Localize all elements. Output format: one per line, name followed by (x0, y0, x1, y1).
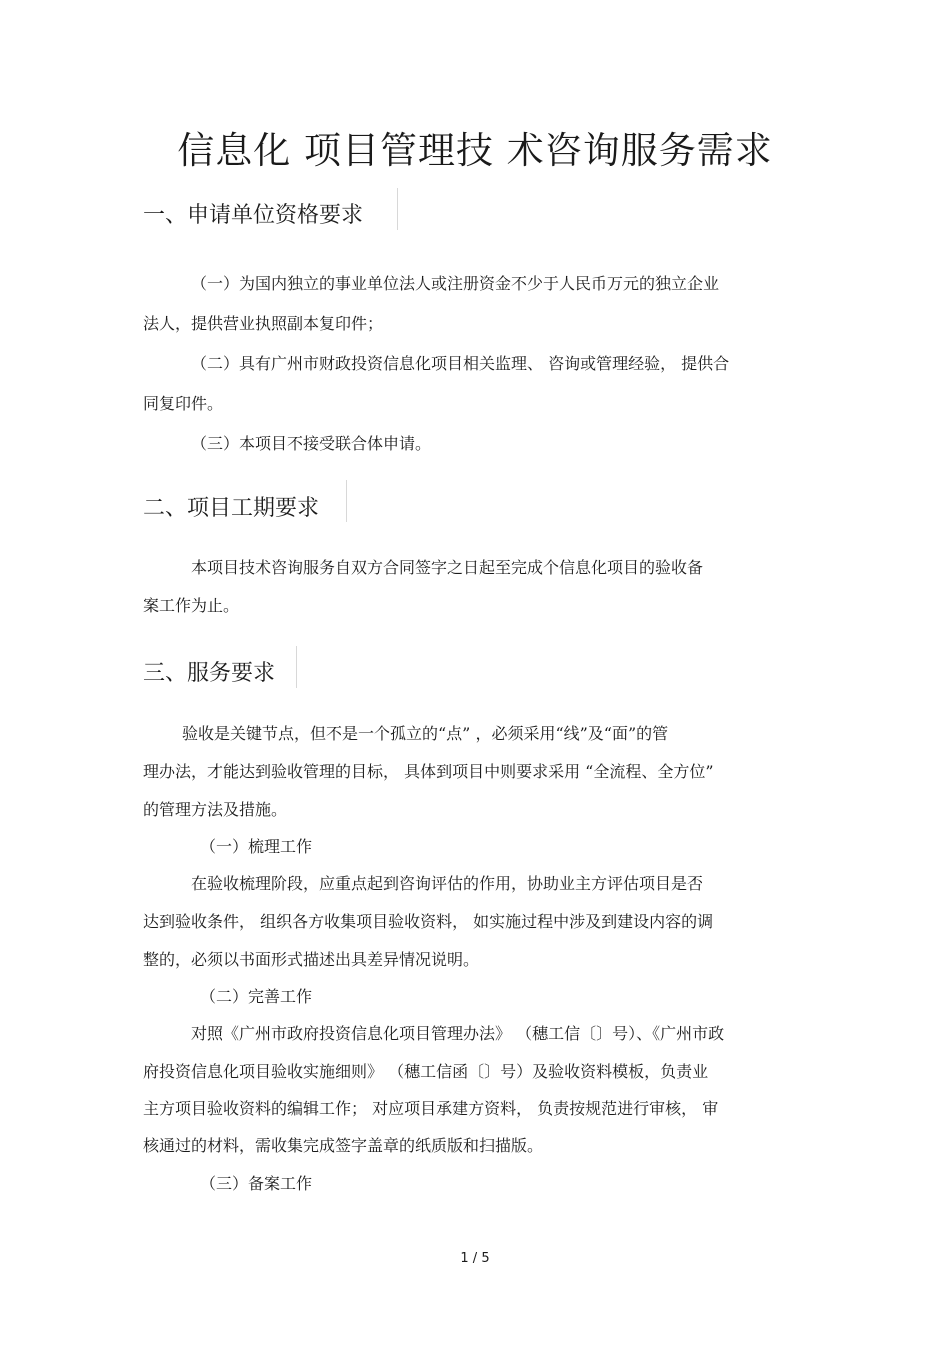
heading-divider (346, 480, 347, 522)
paragraph-line: （三）本项目不接受联合体申请。 (191, 434, 432, 453)
section-heading-3: 三、服务要求 (143, 661, 276, 686)
paragraph-line: （二）具有广州市财政投资信息化项目相关监理、 咨询或管理经验， 提供合 (191, 354, 730, 373)
paragraph-line: 府投资信息化项目验收实施细则》 （穗工信函〔〕号）及验收资料模板，负责业 (143, 1062, 709, 1081)
paragraph-line: 本项目技术咨询服务自双方合同签字之日起至完成个信息化项目的验收备 (191, 558, 704, 577)
paragraph-line: 的管理方法及措施。 (143, 800, 288, 819)
paragraph-line: 核通过的材料，需收集完成签字盖章的纸质版和扫描版。 (143, 1136, 544, 1155)
paragraph-line: 理办法，才能达到验收管理的目标， 具体到项目中则要求采用 “全流程、全方位” (143, 762, 714, 781)
paragraph-line: 对照《广州市政府投资信息化项目管理办法》 （穗工信〔〕号）、《广州市政 (191, 1024, 725, 1043)
paragraph-line: 在验收梳理阶段，应重点起到咨询评估的作用，协助业主方评估项目是否 (191, 874, 704, 893)
subsection-heading: （三）备案工作 (200, 1174, 313, 1193)
paragraph-line: 整的，必须以书面形式描述出具差异情况说明。 (143, 950, 480, 969)
subsection-heading: （二）完善工作 (200, 987, 313, 1006)
paragraph-line: （一）为国内独立的事业单位法人或注册资金不少于人民币万元的独立企业 (191, 274, 720, 293)
paragraph-line: 同复印件。 (143, 394, 224, 413)
subsection-heading: （一）梳理工作 (200, 837, 313, 856)
heading-divider (397, 188, 398, 230)
paragraph-line: 验收是关键节点，但不是一个孤立的“点” ，必须采用“线”及“面”的管 (182, 724, 669, 743)
document-title: 信息化 项目管理技 术咨询服务需求 (177, 129, 773, 172)
page-number: 1 / 5 (460, 1251, 490, 1266)
section-heading-2: 二、项目工期要求 (143, 496, 320, 521)
heading-divider (296, 646, 297, 688)
paragraph-line: 案工作为止。 (143, 596, 240, 615)
paragraph-line: 法人，提供营业执照副本复印件； (143, 314, 384, 333)
paragraph-line: 主方项目验收资料的编辑工作； 对应项目承建方资料， 负责按规范进行审核， 审 (143, 1099, 719, 1118)
paragraph-line: 达到验收条件， 组织各方收集项目验收资料， 如实施过程中涉及到建设内容的调 (143, 912, 714, 931)
section-heading-1: 一、申请单位资格要求 (143, 203, 364, 228)
